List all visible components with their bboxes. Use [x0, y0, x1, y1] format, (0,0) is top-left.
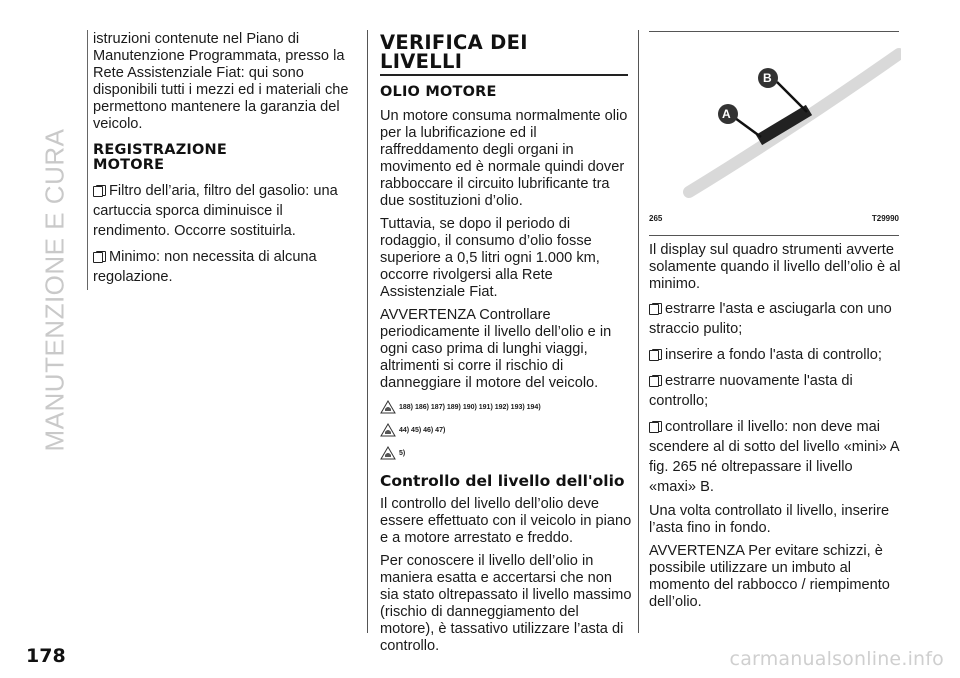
list-item-text: controllare il livello: non deve mai scendere al di sotto del livello «mini» A fig. 265 né oltrepassare il livello «maxi» B. [649, 419, 899, 495]
intro-paragraph: istruzioni contenute nel Piano di Manutenzione Programmata, presso la Rete Assistenziale Fiat: qui sono disponibili tutti i mezzi ed i materiali che permettono mantenere la garanzia del veicolo. [93, 31, 349, 132]
column-1 [93, 31, 355, 293]
section-title: Controllo del livello dell'olio [380, 472, 625, 490]
column-divider-1 [367, 30, 368, 633]
paragraph: Il controllo del livello dell’olio deve essere effettuato con il veicolo in piano e a motore arrestato e freddo. [380, 496, 632, 546]
list-item [649, 345, 901, 365]
heading-line: MOTORE [93, 157, 165, 173]
heading-line: REGISTRAZIONE [93, 142, 227, 158]
paragraph: Per conoscere il livello dell’olio in maniera esatta e accertarsi che non sia stato oltrepassato il livello massimo (rischio di danneggiamento del motore), è tassativo utilizzare l’asta di controllo. [380, 553, 632, 654]
warning-reference-row [380, 421, 632, 439]
column-3 [649, 31, 901, 617]
dipstick-illustration [649, 36, 901, 208]
warning-reference-row [380, 444, 632, 462]
column-2 [380, 31, 632, 661]
list-item [649, 371, 901, 411]
list-item-text: estrarre l'asta e asciugarla con uno straccio pulito; [649, 301, 892, 337]
figure-number: 265 [649, 214, 663, 223]
side-divider [87, 30, 88, 290]
figure-caption [649, 210, 899, 227]
bullet-icon [649, 421, 660, 432]
list-item [649, 299, 901, 339]
list-item [649, 417, 901, 497]
section-heading [380, 33, 632, 71]
figure-label-b: B [763, 71, 772, 85]
list-item [93, 247, 355, 287]
list-item-text: Filtro dell’aria, filtro del gasolio: una cartuccia sporca diminuisce il rendimento. Occorre sostituirla. [93, 183, 338, 239]
list-item [93, 181, 355, 241]
bullet-icon [93, 251, 104, 262]
paragraph: Tuttavia, se dopo il periodo di rodaggio, il consumo d’olio fosse superiore a 0,5 litri ogni 1.000 km, occorre rivolgersi alla Rete Assistenziale Fiat. [380, 216, 600, 300]
warning-reference-text: 5) [399, 449, 406, 457]
figure-bottom-rule [649, 235, 899, 236]
warning-icon [380, 400, 396, 414]
list-item-text: Minimo: non necessita di alcuna regolazione. [93, 249, 317, 285]
figure-code: T29990 [871, 214, 899, 223]
warning-paragraph: AVVERTENZA Controllare periodicamente il livello dell’olio e in ogni caso prima di lunghi viaggi, altrimenti si corre il rischio di danneggiare il motore del veicolo. [380, 307, 612, 391]
warning-reference-row [380, 398, 632, 416]
page-number: 178 [26, 645, 66, 667]
chapter-side-title-text: MANUTENZIONE E CURA [39, 128, 70, 452]
paragraph: Il display sul quadro strumenti avverte solamente quando il livello dell’olio è al minimo. [649, 242, 901, 292]
warning-icon [380, 423, 396, 437]
bullet-icon [649, 303, 660, 314]
heading-line: LIVELLI [380, 50, 463, 73]
warning-icon [380, 446, 396, 460]
column-divider-2 [638, 30, 639, 633]
warning-reference-text: 44) 45) 46) 47) [399, 426, 446, 434]
figure-label-a: A [722, 107, 731, 121]
bullet-icon [93, 185, 104, 196]
paragraph: Un motore consuma normalmente olio per la lubrificazione ed il raffreddamento degli organi in movimento ed è normale quindi dover rabboccare il circuito lubrificante tra due sostituzioni d’olio. [380, 108, 628, 209]
list-item-text: inserire a fondo l'asta di controllo; [665, 347, 882, 363]
heading-line: VERIFICA DEI [380, 31, 528, 54]
list-item-text: estrarre nuovamente l'asta di controllo; [649, 373, 853, 409]
bullet-icon [649, 375, 660, 386]
paragraph: Una volta controllato il livello, inserire l’asta fino in fondo. [649, 503, 890, 536]
warning-reference-text: 188) 186) 187) 189) 190) 191) 192) 193) 194) [399, 403, 541, 411]
dipstick-figure [649, 36, 901, 208]
heading-underline [380, 74, 628, 76]
bullet-icon [649, 349, 660, 360]
subsection-heading: OLIO MOTORE [380, 84, 497, 100]
warning-paragraph: AVVERTENZA Per evitare schizzi, è possibile utilizzare un imbuto al momento del rabbocco / riempimento dell’olio. [649, 543, 890, 610]
figure-top-rule [649, 31, 899, 32]
watermark: carmanualsonline.info [729, 648, 944, 670]
engine-registration-heading [93, 143, 355, 173]
